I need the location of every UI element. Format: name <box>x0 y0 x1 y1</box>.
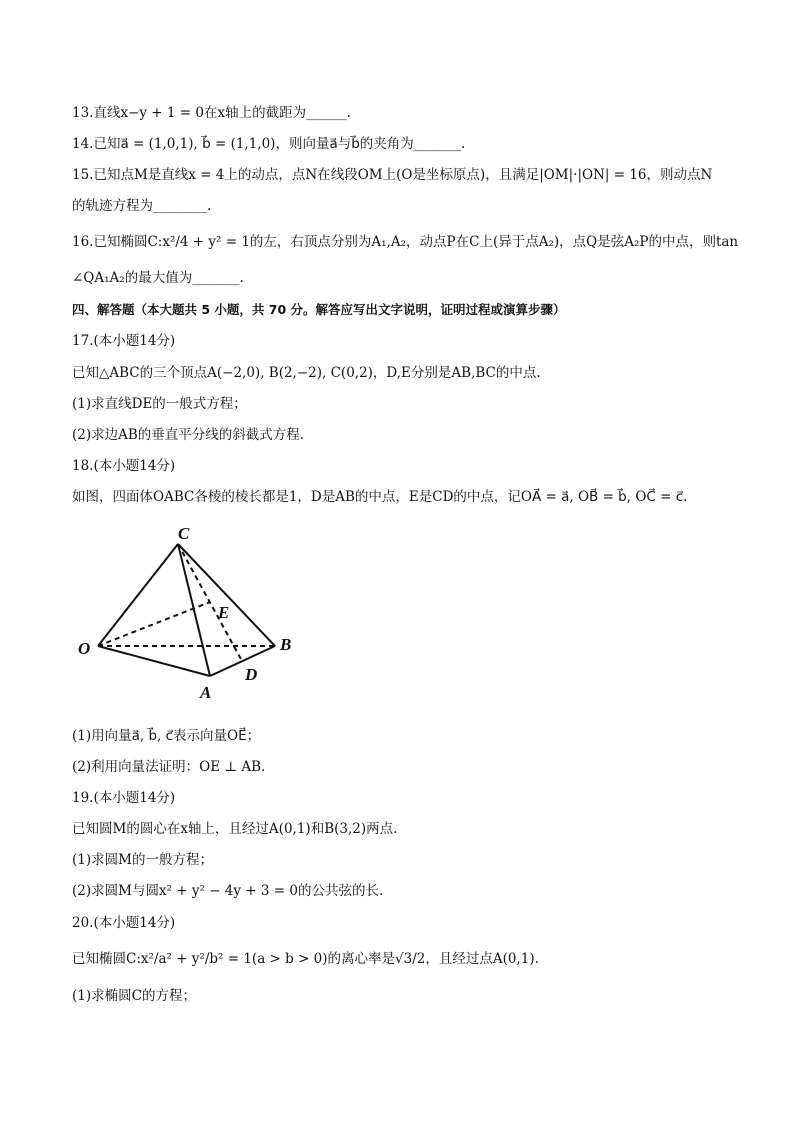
problem-19-part1: (1)求圆M的一般方程； <box>72 852 213 868</box>
problem-18-part2: (2)利用向量法证明：OE ⊥ AB. <box>72 759 266 775</box>
problem-18-part1: (1)用向量a⃗, b⃗, c⃗表示向量OE⃗； <box>72 728 261 744</box>
problem-15-line2: 的轨迹方程为________. <box>72 198 212 214</box>
problem-17-part2: (2)求边AB的垂直平分线的斜截式方程. <box>72 427 305 443</box>
problem-17-title: 17.(本小题14分) <box>72 333 176 349</box>
label-B: B <box>280 635 292 654</box>
problem-13: 13.直线x−y + 1 = 0在x轴上的截距为______. <box>72 105 351 121</box>
problem-18-title: 18.(本小题14分) <box>72 458 176 474</box>
problem-20-title: 20.(本小题14分) <box>72 915 176 931</box>
problem-19-stem: 已知圆M的圆心在x轴上，且经过A(0,1)和B(3,2)两点. <box>72 821 398 837</box>
problem-20-stem: 已知椭圆C:x²/a² + y²/b² = 1(a > b > 0)的离心率是√3/2，且经过点A(0,1). <box>72 951 539 967</box>
problem-20-part1: (1)求椭圆C的方程； <box>72 988 196 1004</box>
hidden-edges <box>98 544 275 661</box>
problem-19-part2: (2)求圆M与圆x² + y² − 4y + 3 = 0的公共弦的长. <box>72 883 384 899</box>
problem-15-line1: 15.已知点M是直线x = 4上的动点，点N在线段OM上(O是坐标原点)，且满足|OM|·|ON| = 16，则动点N <box>72 167 713 183</box>
problem-16-line1: 16.已知椭圆C:x²/4 + y² = 1的左，右顶点分别为A₁,A₂，动点P在C上(异于点A₂)，点Q是弦A₂P的中点，则tan <box>72 234 739 250</box>
problem-17-part1: (1)求直线DE的一般式方程； <box>72 396 247 412</box>
solid-edges <box>98 544 275 676</box>
tetrahedron-figure <box>70 518 320 708</box>
problem-16-line2: ∠QA₁A₂的最大值为_______. <box>72 270 244 286</box>
label-D: D <box>245 665 258 684</box>
label-O: O <box>78 639 91 658</box>
label-C: C <box>178 524 190 543</box>
label-E: E <box>218 603 230 622</box>
problem-17-stem: 已知△ABC的三个顶点A(−2,0), B(2,−2), C(0,2)，D,E分别是AB,BC的中点. <box>72 365 541 381</box>
problem-19-title: 19.(本小题14分) <box>72 790 176 806</box>
problem-18-stem: 如图，四面体OABC各棱的棱长都是1，D是AB的中点，E是CD的中点，记OA⃗ = a⃗, OB⃗ = b⃗, OC⃗ = c⃗. <box>72 489 688 505</box>
label-A: A <box>200 683 212 702</box>
section-heading: 四、解答题（本大题共 5 小题，共 70 分。解答应写出文字说明，证明过程或演算步骤） <box>72 302 566 317</box>
problem-14: 14.已知a⃗ = (1,0,1), b⃗ = (1,1,0)，则向量a⃗与b⃗的夹角为_______. <box>72 136 466 152</box>
